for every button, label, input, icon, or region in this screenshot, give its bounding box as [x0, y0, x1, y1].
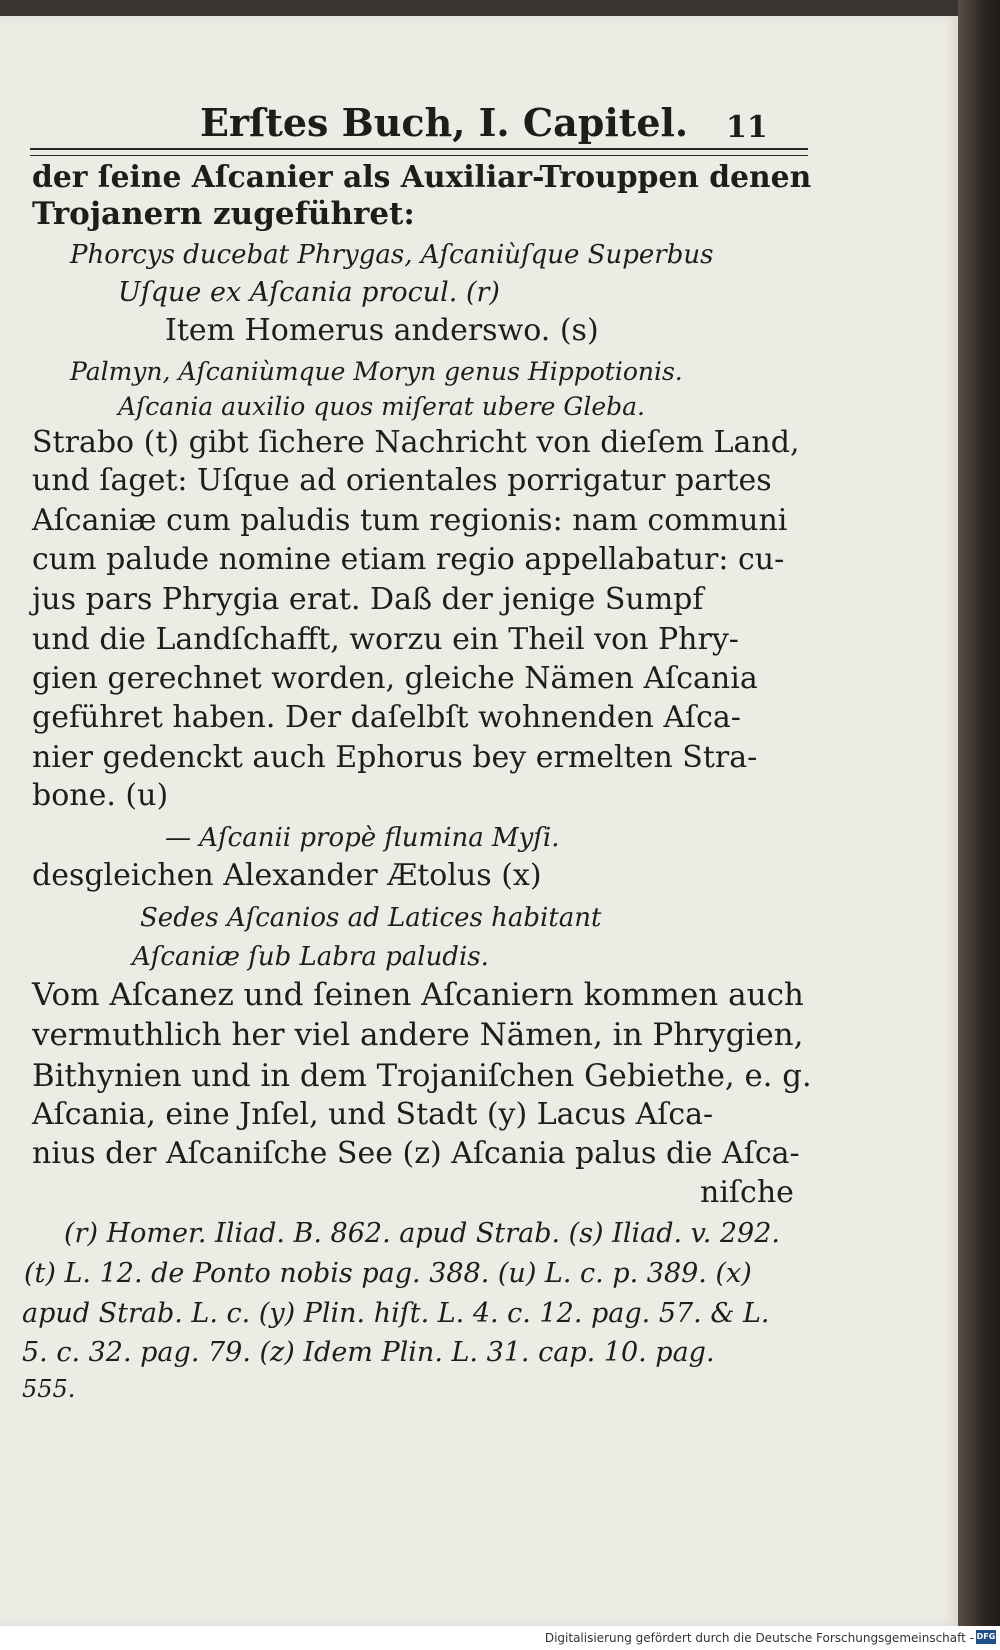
text-line: gien gerechnet worden, gleiche Nämen Aſcania	[32, 661, 758, 696]
verse-line: — Aſcanii propè flumina Myſi.	[165, 823, 560, 853]
text-line: Vom Aſcanez und ſeinen Aſcaniern kommen auch	[32, 977, 804, 1013]
book-edge	[958, 0, 1000, 1650]
footnote-line: 5. c. 32. pag. 79. (z) Idem Plin. L. 31. cap. 10. pag.	[22, 1337, 715, 1368]
dfg-logo-icon: DFG	[976, 1630, 996, 1644]
text-line: und die Landſchafft, worzu ein Theil von Phry-	[32, 622, 739, 657]
text-line: desgleichen Alexander Ætolus (x)	[32, 858, 542, 893]
verse-line: Uſque ex Aſcania procul. (r)	[118, 277, 500, 308]
header-rule	[30, 148, 808, 150]
text-line: Aſcania, eine Jnſel, und Stadt (y) Lacus Aſca-	[32, 1097, 714, 1132]
footnote-line: apud Strab. L. c. (y) Plin. hiſt. L. 4. c. 12. pag. 57. & L.	[22, 1298, 770, 1329]
text-line: nier gedenckt auch Ephorus bey ermelten Stra-	[32, 740, 758, 775]
text-line: Aſcaniæ cum paludis tum regionis: nam communi	[32, 503, 788, 538]
digitization-credit: Digitalisierung gefördert durch die Deutsche Forschungsgemeinschaft -	[544, 1631, 974, 1645]
text-line: cum palude nomine etiam regio appellabatur: cu-	[32, 542, 785, 577]
text-line: jus pars Phrygia erat. Daß der jenige Sumpf	[32, 582, 704, 617]
text-line: geführet haben. Der daſelbſt wohnenden Aſca-	[32, 700, 741, 735]
text-line: und ſaget: Uſque ad orientales porrigatur partes	[32, 463, 772, 498]
text-line: der ſeine Aſcanier als Auxiliar-Trouppen denen	[32, 160, 812, 195]
text-line: vermuthlich her viel andere Nämen, in Phrygien,	[32, 1017, 804, 1053]
catchword: niſche	[700, 1175, 794, 1210]
footnote-line: 555.	[22, 1375, 76, 1403]
page-number: 11	[726, 110, 768, 145]
running-title: Erſtes Buch, I. Capitel.	[200, 100, 689, 145]
footnote-line: (t) L. 12. de Ponto nobis pag. 388. (u) L. c. p. 389. (x)	[24, 1258, 752, 1289]
header-rule-thin	[30, 155, 808, 156]
text-line: Item Homerus anderswo. (s)	[165, 313, 599, 348]
text-line: Bithynien und in dem Trojaniſchen Gebiethe, e. g.	[32, 1058, 812, 1094]
verse-line: Phorcys ducebat Phrygas, Aſcaniùſque Superbus	[70, 240, 714, 270]
verse-line: Aſcania auxilio quos miſerat ubere Gleba.	[118, 392, 645, 421]
verse-line: Palmyn, Aſcaniùmque Moryn genus Hippotionis.	[70, 357, 683, 386]
footnote-line: (r) Homer. Iliad. B. 862. apud Strab. (s) Iliad. v. 292.	[64, 1218, 780, 1249]
text-line: bone. (u)	[32, 778, 169, 813]
text-line: nius der Aſcaniſche See (z) Aſcania palus die Aſca-	[32, 1136, 800, 1171]
text-line: Strabo (t) gibt ſichere Nachricht von dieſem Land,	[32, 425, 800, 460]
text-line: Trojanern zugeführet:	[32, 196, 415, 232]
verse-line: Sedes Aſcanios ad Latices habitant	[140, 903, 602, 933]
verse-line: Aſcaniæ ſub Labra paludis.	[132, 942, 489, 972]
